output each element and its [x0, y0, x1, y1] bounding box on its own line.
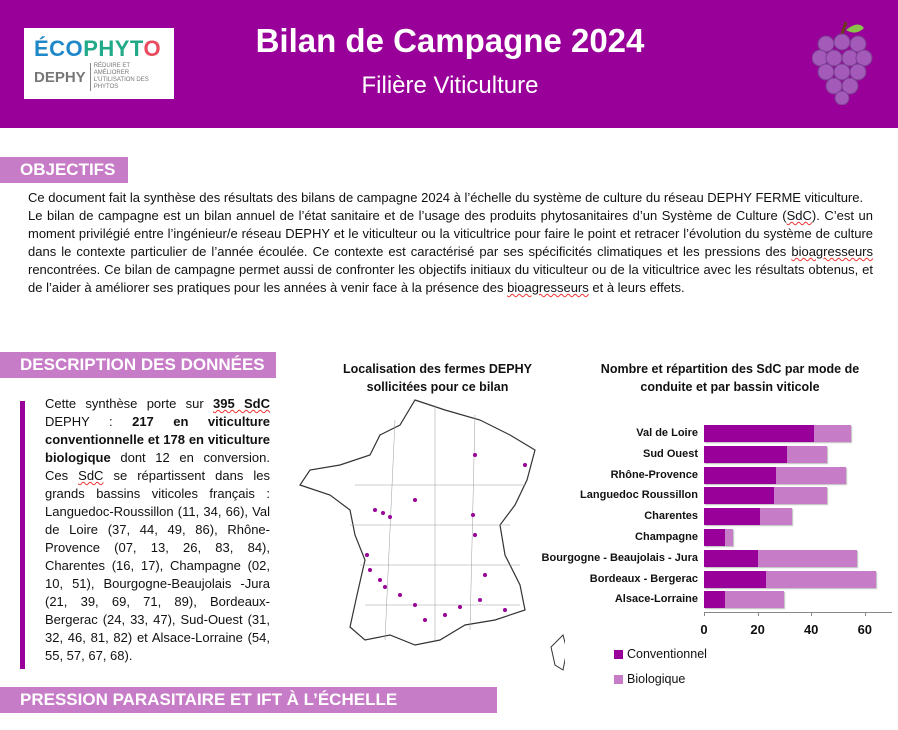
legend-label: Conventionnel — [627, 647, 707, 661]
legend-swatch — [614, 675, 623, 684]
chart-title: Nombre et répartition des SdC par mode de conduite et par bassin viticole — [600, 362, 860, 394]
text: bioagresseurs — [791, 244, 873, 259]
section-pression: PRESSION PARASITAIRE ET IFT À L’ÉCHELLE NATIONALE — [0, 687, 497, 713]
bar-conventionnel — [704, 550, 758, 567]
description-text — [45, 395, 270, 665]
x-tick — [865, 612, 866, 616]
x-tick-label: 0 — [700, 622, 708, 638]
legend-item — [614, 672, 685, 686]
text: rencontrées. Ce bilan de campagne permet aussi de confronter les objectifs initiaux du viticulteur ou de la viticultrice avec les résultats obtenus, et de l’aider à améliorer ses pratiques pour les années à venir face à la présence des — [28, 262, 873, 295]
bar-biologique — [725, 591, 784, 608]
paragraph: Ce document fait la synthèse des résultats des bilans de campagne 2024 à l’échelle du système de culture du réseau DEPHY FERME viticulture. — [28, 190, 864, 205]
legend-swatch — [614, 650, 623, 659]
text: Cette synthèse porte sur — [45, 396, 213, 411]
logo-dephy: DEPHY — [34, 68, 86, 86]
legend-label: Biologique — [627, 672, 686, 686]
bar-biologique — [725, 529, 733, 546]
map-title: Localisation des fermes DEPHY sollicitées pour ce bilan — [343, 362, 532, 394]
x-tick-label: 60 — [857, 622, 873, 638]
bar-biologique — [814, 425, 852, 442]
section-description: DESCRIPTION DES DONNÉES — [0, 352, 276, 378]
category-label: Bordeaux - Bergerac — [589, 572, 698, 585]
accent-bar — [20, 401, 25, 669]
bar-conventionnel — [704, 446, 787, 463]
text: Le bilan de campagne est un bilan annuel de l’état sanitaire et de l’usage des produits phytosanitaires d’un Système de Culture ( — [28, 208, 787, 223]
x-tick-label: 40 — [803, 622, 819, 638]
legend-item — [614, 647, 707, 661]
text: bioagresseurs — [507, 280, 589, 295]
category-label: Val de Loire — [636, 427, 698, 439]
header — [0, 0, 898, 128]
bar-biologique — [760, 508, 792, 525]
logo-tagline: L'UTILISATION DES PHYTOS — [93, 77, 149, 90]
france-map — [295, 395, 565, 695]
bar-conventionnel — [704, 508, 760, 525]
text: et à leurs effets. — [588, 280, 685, 295]
x-axis — [704, 612, 892, 613]
paragraph — [28, 207, 873, 297]
section-objectifs: OBJECTIFS — [0, 157, 128, 183]
category-label: Bourgogne - Beaujolais - Jura — [541, 551, 698, 564]
logo-tagline: RÉDUIRE ET AMÉLIORER — [93, 63, 130, 76]
grapes-icon — [812, 20, 882, 105]
x-tick — [758, 612, 759, 616]
text: ). C’est un moment privilégié entre l’ingénieur/e réseau DEPHY et le viticulteur ou la viticultrice pour faire le point et retracer l’évolution du système de culture dans le contexte particulier de l’année écoulée. Ce contexte est caractérisé par ses spécificités climatiques et les pressions des — [28, 208, 873, 259]
x-tick-label: 20 — [750, 622, 765, 638]
bar-conventionnel — [704, 529, 725, 546]
bar-biologique — [787, 446, 827, 463]
bar-biologique — [774, 487, 828, 504]
bar-conventionnel — [704, 571, 766, 588]
bar-biologique — [766, 571, 876, 588]
logo-text: PHYT — [83, 36, 144, 61]
objectifs-text — [28, 189, 873, 297]
page-title: Bilan de Campagne 2024 — [255, 22, 645, 59]
category-label: Alsace-Lorraine — [614, 593, 698, 606]
logo-text: O — [143, 36, 162, 61]
text: 217 en viticulture conventionnelle et 178 en viticulture biologique — [45, 414, 270, 465]
bar-conventionnel — [704, 487, 774, 504]
text: se répartissent dans les grands bassins viticoles français : Languedoc-Roussillon (11, 34, 66), Val de Loire (37, 44, 49, 86), Rhône-Provence (07, 13, 26, 83, 84), Charentes (16, 17), Champagne (02, 10, 51), Bourgogne-Beaujolais -Jura (21, 39, 69, 71, 89), Bordeaux-Bergerac (24, 33, 47), Sud-Ouest (31, 32, 46, 81, 82) et Alsace-Lorraine (54, 55, 57, 67, 68). — [45, 468, 271, 663]
page-subtitle: Filière Viticulture — [361, 72, 539, 99]
text: dont 12 en conversion. Ces — [45, 450, 270, 483]
x-tick — [811, 612, 812, 616]
text: DEPHY : — [45, 414, 133, 429]
text: SdC — [78, 468, 104, 483]
text: SdC — [786, 208, 812, 223]
bar-biologique — [776, 467, 846, 484]
category-label: Rhône-Provence — [610, 468, 698, 481]
bar-conventionnel — [704, 467, 776, 484]
text: 395 SdC — [213, 396, 270, 411]
bar-biologique — [758, 550, 857, 567]
x-tick — [704, 612, 705, 616]
ecophyto-logo — [24, 28, 174, 99]
category-label: Languedoc Roussillon — [580, 489, 698, 502]
logo-text: ÉCO — [34, 36, 84, 61]
category-label: Sud Ouest — [642, 447, 698, 460]
category-label: Champagne — [635, 531, 698, 543]
category-label: Charentes — [644, 510, 698, 523]
bar-conventionnel — [704, 591, 725, 608]
bar-conventionnel — [704, 425, 814, 442]
